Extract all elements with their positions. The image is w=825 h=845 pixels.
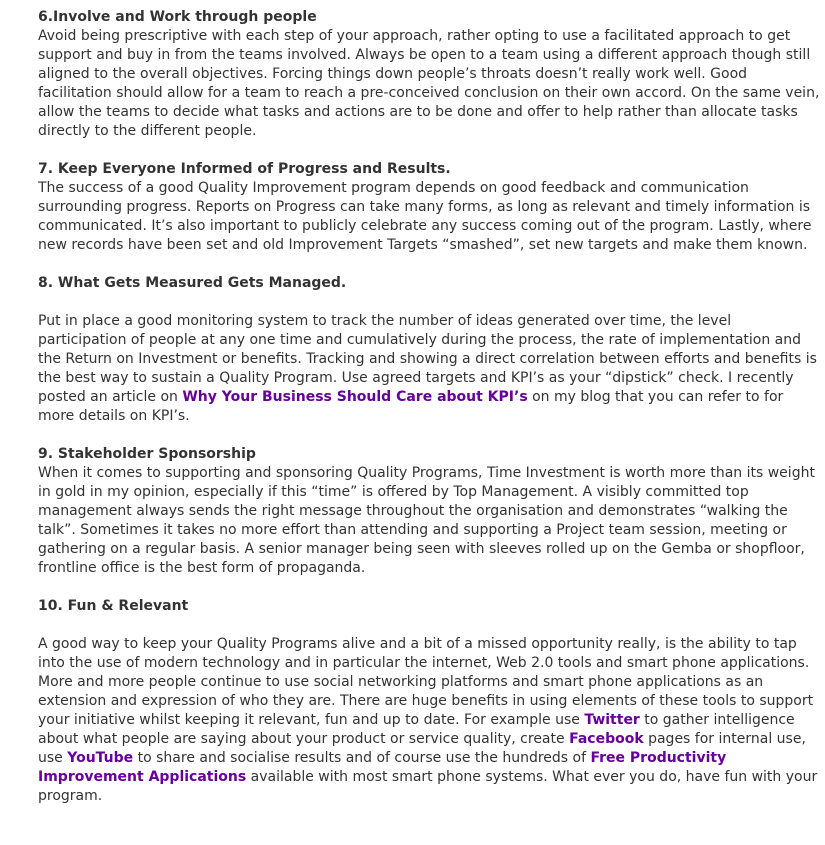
section-fun-relevant xyxy=(38,597,823,806)
section-heading: 6.Involve and Work through people xyxy=(38,9,317,25)
section-heading: 8. What Gets Measured Gets Managed. xyxy=(38,275,347,291)
paragraph-text: pages for internal use, use xyxy=(38,731,806,766)
section-heading: 9. Stakeholder Sponsorship xyxy=(38,446,256,462)
section-paragraph xyxy=(38,635,823,806)
section-paragraph: Avoid being prescriptive with each step of your approach, rather opting to use a facilitated approach to get support and buy in from the teams involved. Always be open to a team using a different approach though still aligned to the overall objectives. Forcing things down people’s throats doesn’t really work well. Good facilitation should allow for a team to reach a pre-conceived conclusion on their own accord. On the same vein, allow the teams to decide what tasks and actions are to be done and offer to help rather than allocate tasks directly to the different people. xyxy=(38,28,820,139)
paragraph-text: A good way to keep your Quality Programs alive and a bit of a missed opportunity really, is the ability to tap into the use of modern technology and in particular the internet, Web 2.0 tools and smart phone applications. More and more people continue to use social networking platforms and smart phone applications as an extension and expression of who they are. There are huge benefits in using elements of these tools to support your initiative whilst keeping it relevant, fun and up to date. For example use xyxy=(38,636,814,728)
spacer xyxy=(38,616,823,635)
section-heading: 10. Fun & Relevant xyxy=(38,598,189,614)
section-involve-people xyxy=(38,8,823,141)
paragraph-text: to share and socialise results and of course use the hundreds of xyxy=(133,750,591,766)
section-paragraph: The success of a good Quality Improvement program depends on good feedback and communication surrounding progress. Reports on Progress can take many forms, as long as relevant and timely information is communicated. It’s also important to publicly celebrate any success coming out of the program. Lastly, where new records have been set and old Improvement Targets “smashed”, set new targets and make them known. xyxy=(38,180,812,253)
youtube-link[interactable]: YouTube xyxy=(67,750,134,766)
spacer xyxy=(38,293,823,312)
paragraph-text: available with most smart phone systems. What ever you do, have fun with your program. xyxy=(38,769,818,804)
kpi-article-link[interactable]: Why Your Business Should Care about KPI’s xyxy=(182,389,528,405)
productivity-apps-link[interactable]: Free Productivity Improvement Applications xyxy=(38,750,727,785)
paragraph-text: Put in place a good monitoring system to track the number of ideas generated over time, the level participation of people at any one time and cumulatively during the process, the rate of implementation and the Return on Investment or benefits. Tracking and showing a direct correlation between efforts and benefits is the best way to sustain a Quality Program. Use agreed targets and KPI’s as your “dipstick” check. I recently posted an article on xyxy=(38,313,817,405)
section-measured-managed xyxy=(38,274,823,426)
section-keep-informed xyxy=(38,160,823,255)
paragraph-text: on my blog that you can refer to for more details on KPI’s. xyxy=(38,389,784,424)
twitter-link[interactable]: Twitter xyxy=(584,712,640,728)
facebook-link[interactable]: Facebook xyxy=(569,731,644,747)
section-stakeholder-sponsorship xyxy=(38,445,823,578)
section-paragraph: When it comes to supporting and sponsoring Quality Programs, Time Investment is worth more than its weight in gold in my opinion, especially if this “time” is offered by Top Management. A visibly committed top management always sends the right message throughout the organisation and demonstrates “walking the talk”. Sometimes it takes no more effort than attending and supporting a Project team session, meeting or gathering on a regular basis. A senior manager being seen with sleeves rolled up on the Gemba or shopfloor, frontline office is the best form of propaganda. xyxy=(38,465,815,576)
paragraph-text: to gather intelligence about what people are saying about your product or service quality, create xyxy=(38,712,795,747)
section-heading: 7. Keep Everyone Informed of Progress and Results. xyxy=(38,161,451,177)
article-body xyxy=(38,8,823,825)
section-paragraph xyxy=(38,312,823,426)
